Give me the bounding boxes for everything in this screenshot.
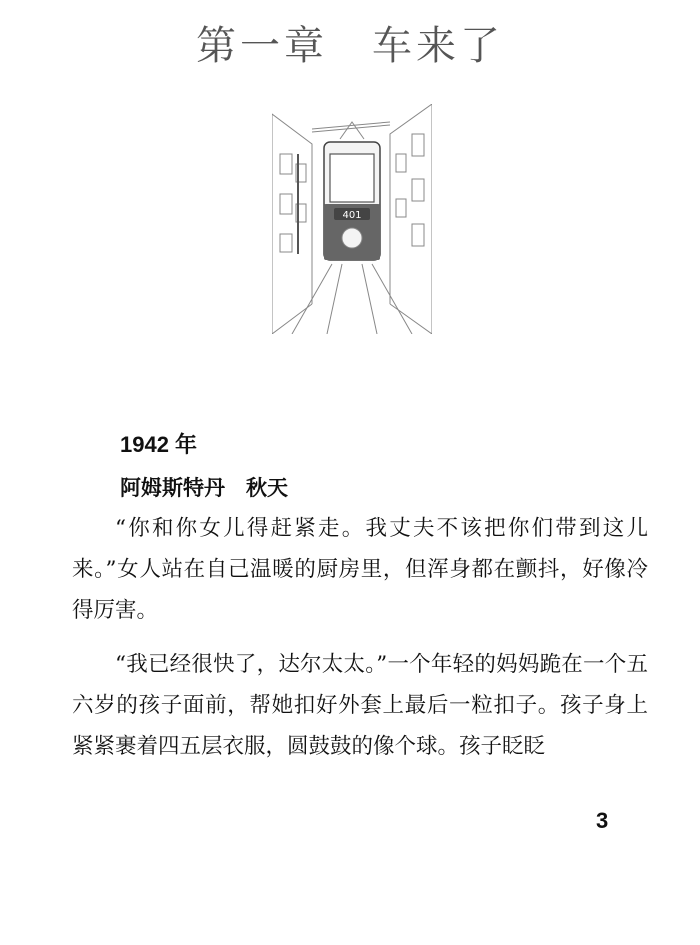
place-season-heading: 阿姆斯特丹 秋天 [120, 476, 288, 500]
year-heading: 1942 年 [120, 432, 198, 457]
paragraph: “我已经很快了，达尔太太。”一个年轻的妈妈跪在一个五六岁的孩子面前，帮她扣好外套上最后一粒扣子。孩子身上紧紧裹着四五层衣服，圆鼓鼓的像个球。孩子眨眨 [72, 652, 648, 759]
paragraph: “你和你女儿得赶紧走。我丈夫不该把你们带到这儿来。”女人站在自己温暖的厨房里，但浑身都在颤抖，好像冷得厉害。 [72, 516, 648, 623]
chapter-title: 第一章 车来了 [196, 23, 504, 69]
page-number: 3 [596, 808, 609, 833]
tram-illustration [272, 104, 432, 334]
tram-number: 401 [342, 210, 362, 221]
